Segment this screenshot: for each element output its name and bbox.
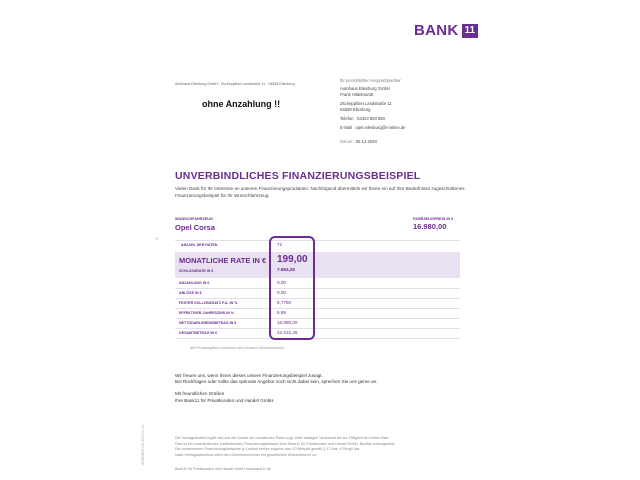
contact-heading: Ihr persönlicher Ansprechpartner (340, 78, 401, 83)
closing-signature: Ihre Bank11 für Privatkunden und Handel GmbH (175, 397, 274, 403)
row-label: ABLÖSE IN € (179, 291, 202, 295)
contact-email-row (340, 125, 480, 130)
intro-text: Vielen Dank für Ihr Interesse an unseren Finanzierungsprodukten. Nachfolgend übermitteln wir Ihnen ein auf Ihre Bedürfnisse zugeschnittenes Finanzierungsbeispiel für Ihr Wunschfahrzeug. (175, 186, 465, 198)
row-divider (175, 288, 460, 289)
row-label: EFFEKTIVER JAHRESZINS IN % (179, 311, 234, 315)
bank11-logo (414, 22, 478, 39)
logo-text: BANK (414, 22, 459, 39)
row-value: 0,00 (277, 280, 286, 285)
vehicle-value: Opel Corsa (175, 223, 216, 232)
chevron-icon: › (156, 236, 158, 242)
price-note: Alle Preisangaben verstehen sich inklusive Mehrwertsteuer. (190, 346, 285, 350)
document-title: UNVERBINDLICHES FINANZIERUNGSBEISPIEL (175, 170, 421, 182)
row-label: GESAMTBETRAG IN € (179, 331, 218, 335)
schlussrate-label: SCHLUSSRATE IN € (179, 269, 214, 273)
anzahl-label: ANZAHL DER RATEN (181, 243, 218, 247)
footer-brand: Bank11 für Privatkunden und Handel GmbH www.bank11.de (175, 467, 271, 471)
row-label: FESTER SOLLZINSSATZ P.A. IN % (179, 301, 238, 305)
row-divider (175, 240, 460, 241)
date-value: 05.12.2020 (355, 138, 377, 144)
row-value: 6,7750 (277, 300, 292, 305)
monthly-rate-value: 199,00 (277, 254, 308, 265)
closing-p2: Bei Rückfragen oder sollte das optimale Angebot noch nicht dabei sein, sprechen Sie uns gerne an. (175, 379, 378, 385)
phone-label: Telefon (340, 115, 354, 121)
footer-line: Nach Vertragsabschluss steht dem Darlehensnehmer ein gesetzliches Widerrufsrecht zu. (175, 452, 317, 457)
contact-block (340, 78, 480, 144)
closing-text (175, 373, 475, 404)
row-value: 6,99 (277, 310, 286, 315)
schlussrate-value: 7.894,26 (277, 267, 295, 272)
footer-line: Dies ist ein unverbindliches, freibleibendes Finanzierungsbeispiel Ihrer Bank11 für Privatkunden und Handel GmbH. Bonität vorausgesetzt. (175, 441, 396, 446)
contact-phone-row (340, 116, 480, 121)
footer-line: Die Vertragslaufzeit ergibt sich aus der Anzahl der monatlichen Raten zzgl. einer etwaigen Vorauszeit bis zur Fälligkeit der ersten Rate. (175, 436, 390, 440)
highlight-frame (269, 236, 315, 340)
monthly-rate-label: MONATLICHE RATE IN € (179, 256, 267, 265)
row-divider (175, 318, 460, 319)
row-divider (175, 308, 460, 309)
contact-company: Autohaus Eilenburg GmbH (340, 86, 390, 92)
closing-p1: Wir freuen uns, wenn Ihnen dieses unsere Finanzierungsbeispiel zusagt. (175, 373, 323, 378)
contact-person: Frank Hildebrandt (340, 91, 374, 97)
row-value: 22.222,26 (277, 330, 298, 335)
row-value: 16.980,00 (277, 320, 298, 325)
side-code: ANGEBOT-NC 2020-01-11 (141, 424, 145, 465)
vehicle-label: WUNSCHFAHRZEUG (175, 217, 213, 221)
row-label: ANZAHLUNG IN € (179, 281, 210, 285)
phone-value: 03423 603 560 (357, 115, 385, 121)
contact-date-row (340, 139, 480, 144)
row-divider (175, 298, 460, 299)
footer-line: Die vorstehenden Finanzierungsbeispiele je Laufzeit stellen zugleich das 2/3 Beispiel gemäß § 17 Abs. 4 PAngV dar. (175, 447, 361, 451)
date-label: Datum (340, 138, 353, 144)
sender-line: Autohaus Eilenburg GmbH · Zschepplinet Landstraße 11 · 04838 Eilenburg (175, 82, 295, 86)
row-divider (175, 328, 460, 329)
row-value: 0,00 (277, 290, 286, 295)
price-value: 16.980,00 (413, 222, 447, 231)
price-label: FAHRZEUGPREIS IN € (413, 217, 454, 221)
email-label: E-Mail (340, 125, 352, 131)
row-label: NETTODARLEHENSBETRAG IN € (179, 321, 237, 325)
footer-disclaimer (175, 436, 460, 458)
contact-street: Zschepplinet Landstraße 11 (340, 101, 392, 107)
contact-city: 04838 Eilenburg (340, 106, 371, 112)
closing-greeting: Mit freundlichen Grüßen (175, 391, 225, 397)
email-value: opel.eilenburg@t-online.de (355, 125, 406, 131)
logo-number: 11 (462, 24, 479, 38)
row-divider (175, 338, 460, 339)
anzahl-value: 72 (277, 242, 283, 247)
headline-note: ohne Anzahlung !! (202, 99, 281, 109)
